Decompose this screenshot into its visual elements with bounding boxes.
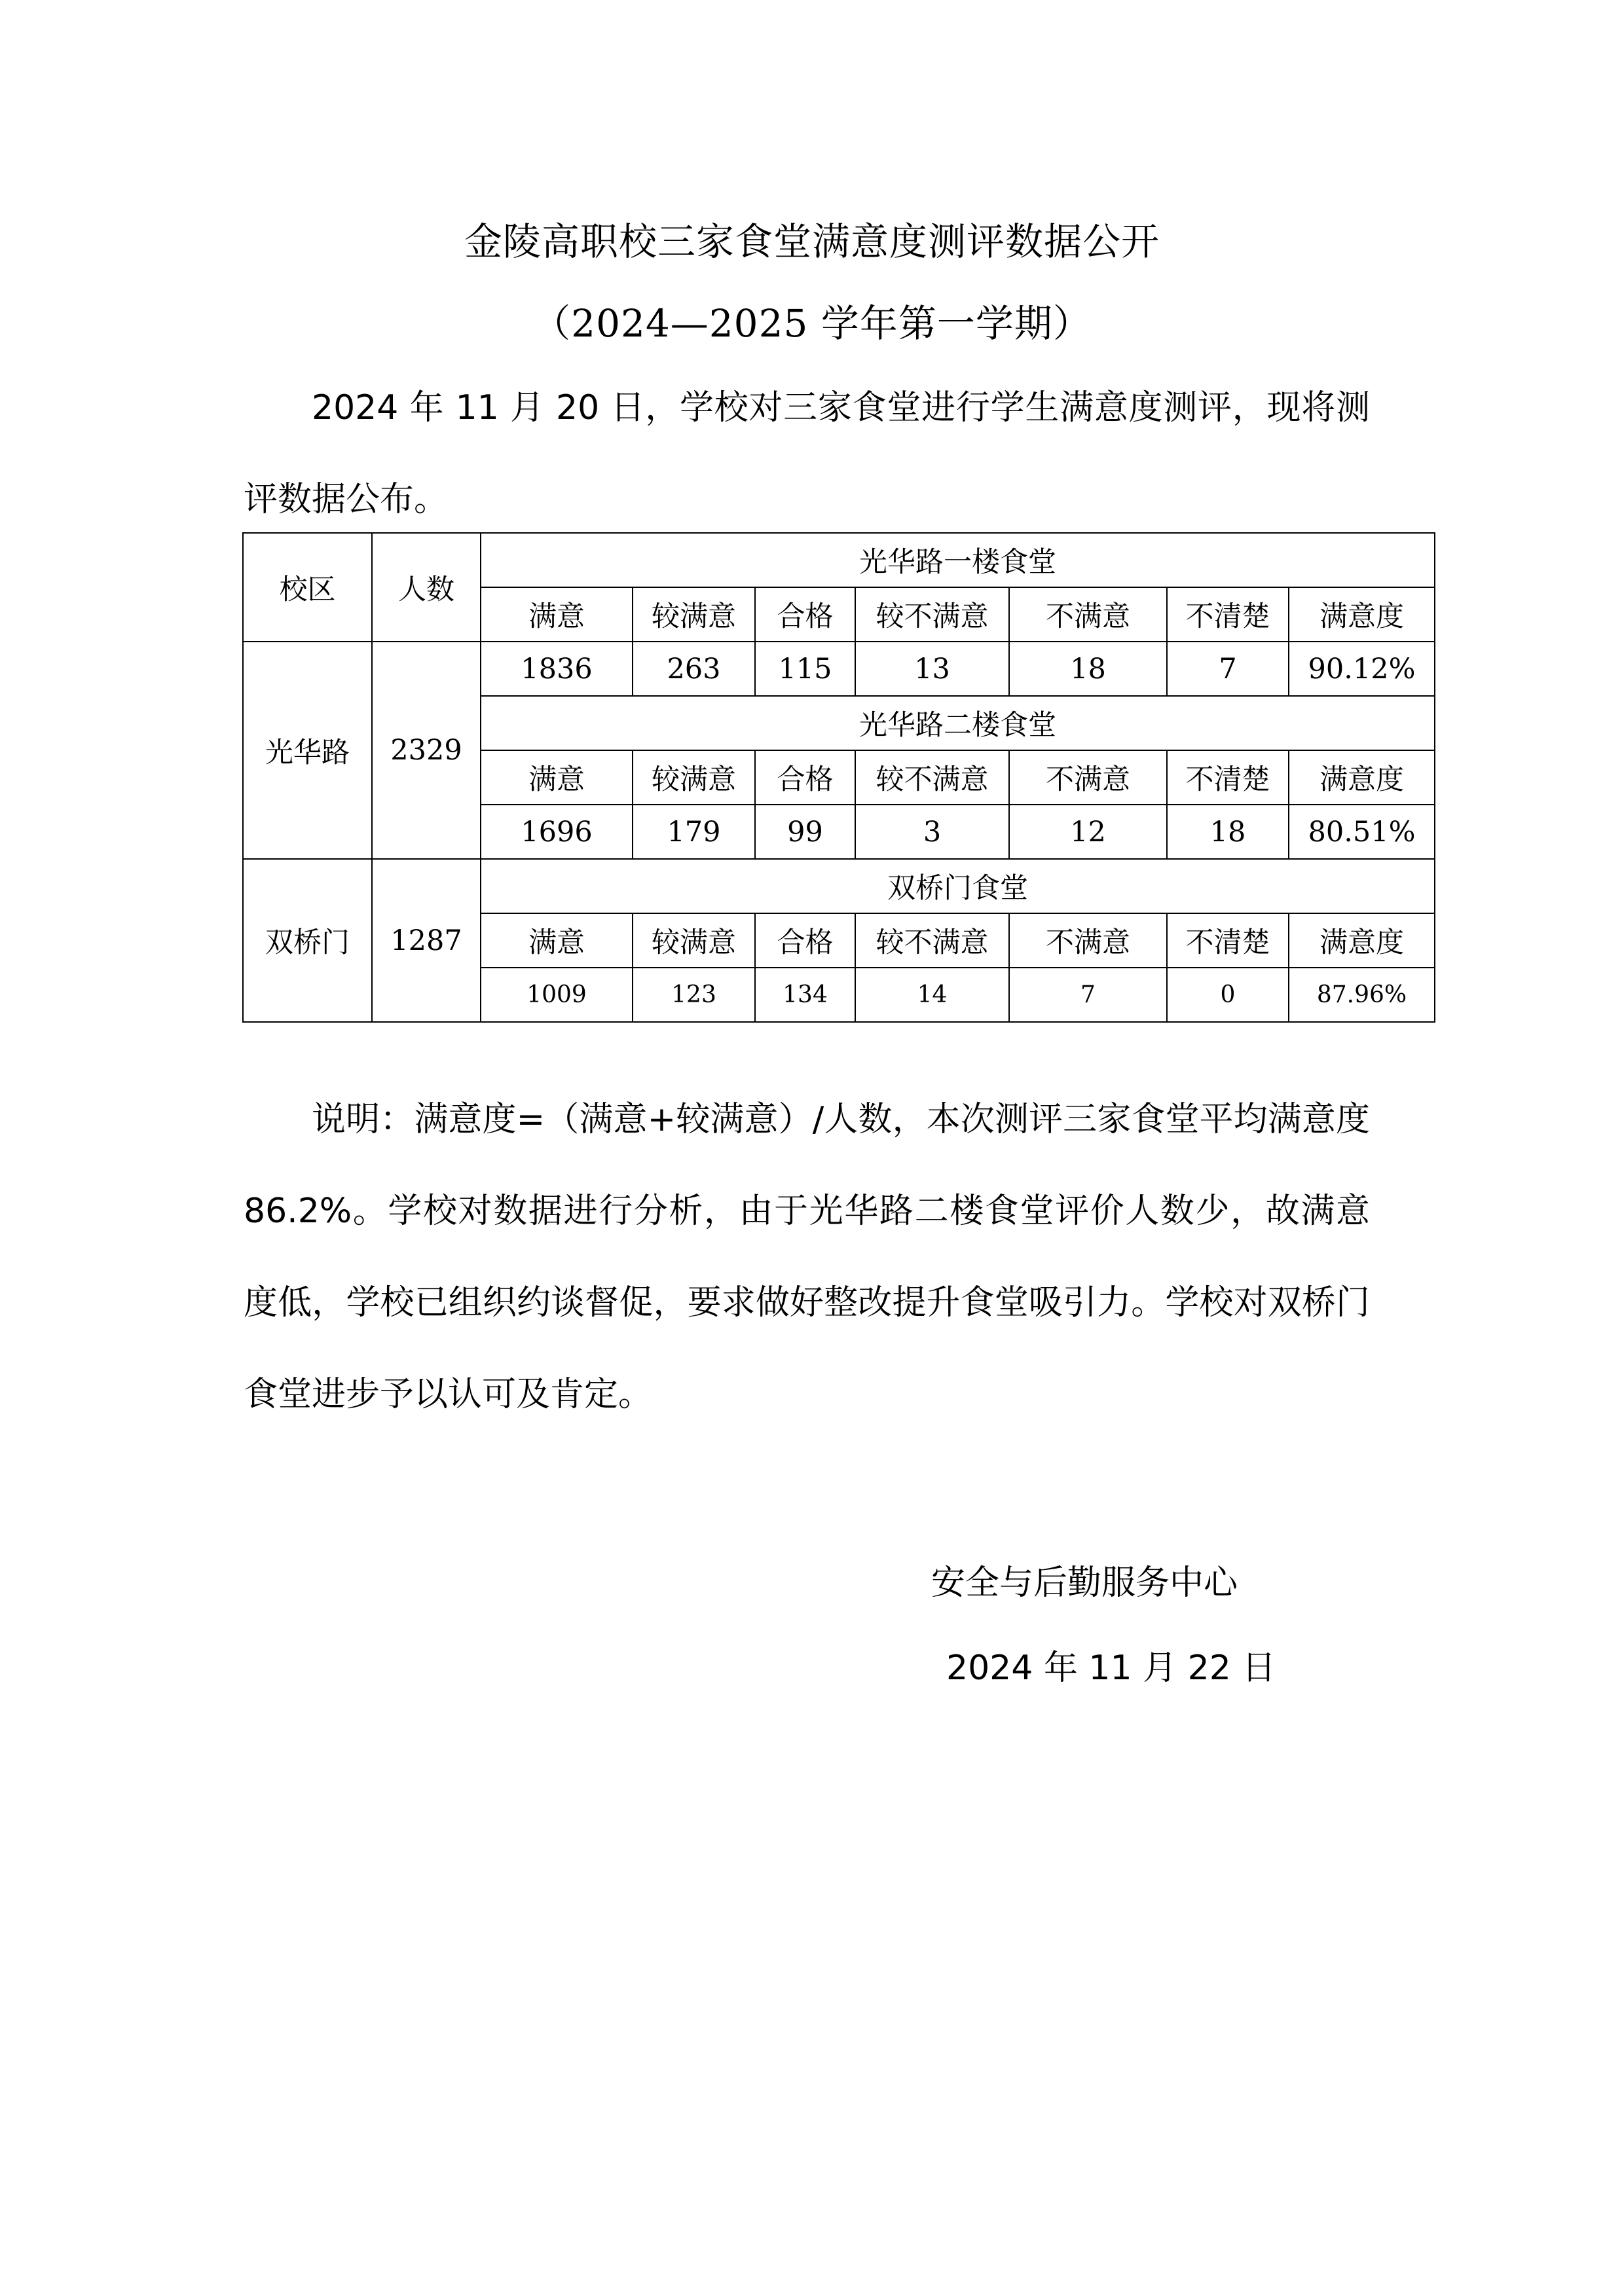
table-cell: 14 bbox=[855, 968, 1009, 1022]
column-header: 较满意 bbox=[633, 913, 755, 968]
table-cell: 123 bbox=[633, 968, 755, 1022]
column-header: 较不满意 bbox=[855, 587, 1009, 642]
campus-name: 双桥门 bbox=[243, 859, 372, 1022]
note-paragraph: 说明：满意度=（满意+较满意）/人数，本次测评三家食堂平均满意度 86.2%。学校对数据进行分析，由于光华路二楼食堂评价人数少，故满意度低，学校已组织约谈督促，要求做好整改提升食堂吸引力。学校对双桥门食堂进步予以认可及肯定。 bbox=[244, 1100, 1370, 1414]
document-subtitle: （2024—2025 学年第一学期） bbox=[532, 301, 1092, 346]
column-header: 满意 bbox=[481, 750, 633, 805]
table-cell: 7 bbox=[1167, 642, 1289, 696]
column-header: 合格 bbox=[755, 913, 855, 968]
column-header: 满意度 bbox=[1289, 587, 1435, 642]
table-row bbox=[243, 642, 1435, 696]
table-cell: 7 bbox=[1009, 968, 1167, 1022]
table-cell: 99 bbox=[755, 805, 855, 859]
column-header: 合格 bbox=[755, 587, 855, 642]
column-header: 不满意 bbox=[1009, 913, 1167, 968]
table-cell: 13 bbox=[855, 642, 1009, 696]
table-cell: 263 bbox=[633, 642, 755, 696]
column-header: 满意度 bbox=[1289, 750, 1435, 805]
table-cell: 1696 bbox=[481, 805, 633, 859]
table-cell: 1009 bbox=[481, 968, 633, 1022]
table-row bbox=[243, 533, 1435, 587]
column-header: 不清楚 bbox=[1167, 750, 1289, 805]
campus-name: 光华路 bbox=[243, 642, 372, 859]
campus-count: 2329 bbox=[372, 642, 481, 859]
table-cell: 134 bbox=[755, 968, 855, 1022]
canteen-name: 光华路二楼食堂 bbox=[481, 696, 1435, 750]
column-header: 不清楚 bbox=[1167, 587, 1289, 642]
signature-org: 安全与后勤服务中心 bbox=[931, 1563, 1238, 1603]
column-header: 满意度 bbox=[1289, 913, 1435, 968]
table-cell: 80.51% bbox=[1289, 805, 1435, 859]
table-cell: 18 bbox=[1167, 805, 1289, 859]
column-header: 满意 bbox=[481, 913, 633, 968]
table-cell: 179 bbox=[633, 805, 755, 859]
header-count: 人数 bbox=[372, 533, 481, 642]
canteen-name: 光华路一楼食堂 bbox=[481, 533, 1435, 587]
document-title: 金陵高职校三家食堂满意度测评数据公开 bbox=[464, 219, 1160, 264]
signature-date: 2024 年 11 月 22 日 bbox=[946, 1649, 1276, 1688]
table-cell: 1836 bbox=[481, 642, 633, 696]
canteen-name: 双桥门食堂 bbox=[481, 859, 1435, 913]
column-header: 较满意 bbox=[633, 587, 755, 642]
table-cell: 90.12% bbox=[1289, 642, 1435, 696]
column-header: 合格 bbox=[755, 750, 855, 805]
satisfaction-table bbox=[242, 532, 1435, 1023]
table-cell: 115 bbox=[755, 642, 855, 696]
table-cell: 18 bbox=[1009, 642, 1167, 696]
column-header: 不满意 bbox=[1009, 750, 1167, 805]
table-cell: 0 bbox=[1167, 968, 1289, 1022]
column-header: 不清楚 bbox=[1167, 913, 1289, 968]
table-cell: 87.96% bbox=[1289, 968, 1435, 1022]
table-cell: 12 bbox=[1009, 805, 1167, 859]
header-campus: 校区 bbox=[243, 533, 372, 642]
table-cell: 3 bbox=[855, 805, 1009, 859]
campus-count: 1287 bbox=[372, 859, 481, 1022]
column-header: 较不满意 bbox=[855, 750, 1009, 805]
column-header: 满意 bbox=[481, 587, 633, 642]
column-header: 不满意 bbox=[1009, 587, 1167, 642]
column-header: 较满意 bbox=[633, 750, 755, 805]
column-header: 较不满意 bbox=[855, 913, 1009, 968]
table-row bbox=[243, 859, 1435, 913]
intro-paragraph: 2024 年 11 月 20 日，学校对三家食堂进行学生满意度测评，现将测评数据公布。 bbox=[244, 388, 1370, 519]
